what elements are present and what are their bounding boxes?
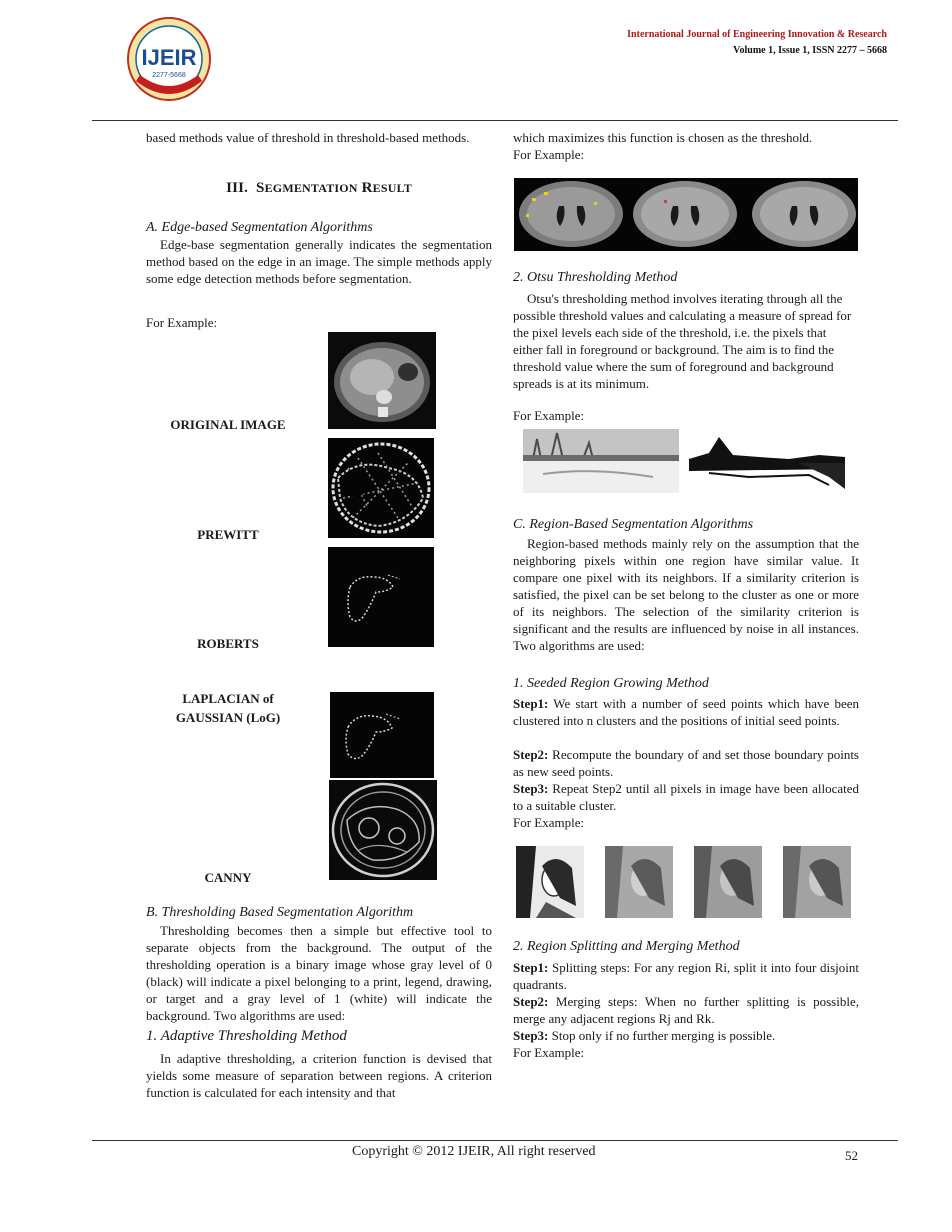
image-adaptive-brain-mri xyxy=(514,178,858,251)
image-prewitt-edges xyxy=(328,438,434,538)
image-lena-4 xyxy=(783,846,851,918)
journal-volume: Volume 1, Issue 1, ISSN 2277 – 5668 xyxy=(733,45,887,56)
seeded-step1: Step1: We start with a number of seed points which have been clustered into n clusters and the positions of initial seed points. xyxy=(513,696,859,728)
region-based-paragraph: Region-based methods mainly rely on the assumption that the neighboring pixels within one region have similar value. It compare one pixel with its neighbors. If a similarity criterion is satisfied, the pixel can be set belong to the cluster as one or more of its neighbors. The selection of the similarity criterion is significant and the results are influenced by noise in all instances. Two algorithms are used: xyxy=(513,536,859,653)
label-prewitt: PREWITT xyxy=(197,527,259,542)
journal-logo xyxy=(122,15,216,105)
right-para-continued: which maximizes this function is chosen as the threshold. xyxy=(513,130,813,145)
edge-based-paragraph: Edge-base segmentation generally indicates the segmentation method based on the edge in an image. The simple methods apply some edge detection methods before segmentation. xyxy=(146,237,492,286)
for-example-otsu: For Example: xyxy=(513,408,585,423)
subsection-adaptive: 1. Adaptive Thresholding Method xyxy=(146,1028,347,1044)
image-lena-3 xyxy=(694,846,762,918)
left-para-continued: based methods value of threshold in threshold-based methods. xyxy=(146,130,470,145)
adaptive-paragraph: In adaptive thresholding, a criterion function is devised that yields some measure of separation between regions. A criterion function is calculated for each intensity and that xyxy=(146,1051,492,1100)
footer-rule xyxy=(92,1140,898,1141)
for-example-seeded: For Example: xyxy=(513,815,585,830)
subsection-thresholding: B. Thresholding Based Segmentation Algorithm xyxy=(146,905,414,920)
for-example-merge: For Example: xyxy=(513,1045,585,1060)
image-canny-edges xyxy=(329,780,437,880)
merge-step1: Step1: Splitting steps: For any region Ri, split it into four disjoint quadrants. xyxy=(513,960,859,992)
subsection-edge-based: A. Edge-based Segmentation Algorithms xyxy=(146,220,373,235)
label-roberts: ROBERTS xyxy=(197,636,259,651)
label-original-image: ORIGINAL IMAGE xyxy=(170,417,286,432)
svg-text:2277-5668: 2277-5668 xyxy=(152,72,186,79)
for-example-edge: For Example: xyxy=(146,315,218,330)
for-example-adaptive: For Example: xyxy=(513,147,585,162)
header-rule xyxy=(92,120,898,121)
subsection-region-based: C. Region-Based Segmentation Algorithms xyxy=(513,517,754,532)
otsu-paragraph: Otsu's thresholding method involves iterating through all the possible threshold values and calculating a measure of spread for the pixel levels each side of the threshold, i.e. the pixels that either fall in foreground or background. The aim is to find the threshold value where the sum of foreground and background spreads is at its minimum. xyxy=(513,291,852,391)
journal-name: International Journal of Engineering Innovation & Research xyxy=(627,29,887,40)
logo-text: IJEIR xyxy=(141,45,197,70)
image-otsu-result xyxy=(689,429,845,493)
section-heading: III. SEGMENTATION RESULT xyxy=(226,180,412,196)
copyright: Copyright © 2012 IJEIR, All right reserved xyxy=(352,1144,596,1159)
seeded-step3: Step3: Repeat Step2 until all pixels in image have been allocated to a suitable cluster. xyxy=(513,781,859,813)
image-lena-1 xyxy=(516,846,584,918)
subsection-otsu: 2. Otsu Thresholding Method xyxy=(513,270,678,285)
seeded-step2: Step2: Recompute the boundary of and set those boundary points as new seed points. xyxy=(513,747,859,779)
label-log-line2: GAUSSIAN (LoG) xyxy=(175,710,281,725)
image-otsu-original xyxy=(523,429,679,493)
subsection-seeded-region: 1. Seeded Region Growing Method xyxy=(513,676,709,691)
page-number: 52 xyxy=(845,1148,858,1163)
image-roberts-edges xyxy=(328,547,434,647)
merge-step2: Step2: Merging steps: When no further splitting is possible, merge any adjacent regions Rj and Rk. xyxy=(513,994,859,1026)
image-lena-2 xyxy=(605,846,673,918)
label-canny: CANNY xyxy=(204,870,252,885)
label-log-line1: LAPLACIAN of xyxy=(182,691,274,706)
merge-step3: Step3: Stop only if no further merging is possible. xyxy=(513,1028,776,1043)
image-ct-original xyxy=(328,332,436,429)
image-log-edges xyxy=(330,692,434,778)
subsection-splitting-merging: 2. Region Splitting and Merging Method xyxy=(513,939,740,954)
thresholding-paragraph: Thresholding becomes then a simple but effective tool to separate objects from the background. The output of the thresholding operation is a binary image whose gray level of 0 (black) will indicate a pixel belonging to a print, legend, drawing, or target and a gray level of 1 (white) will indicate the background. Two algorithms are used: xyxy=(146,923,492,1023)
